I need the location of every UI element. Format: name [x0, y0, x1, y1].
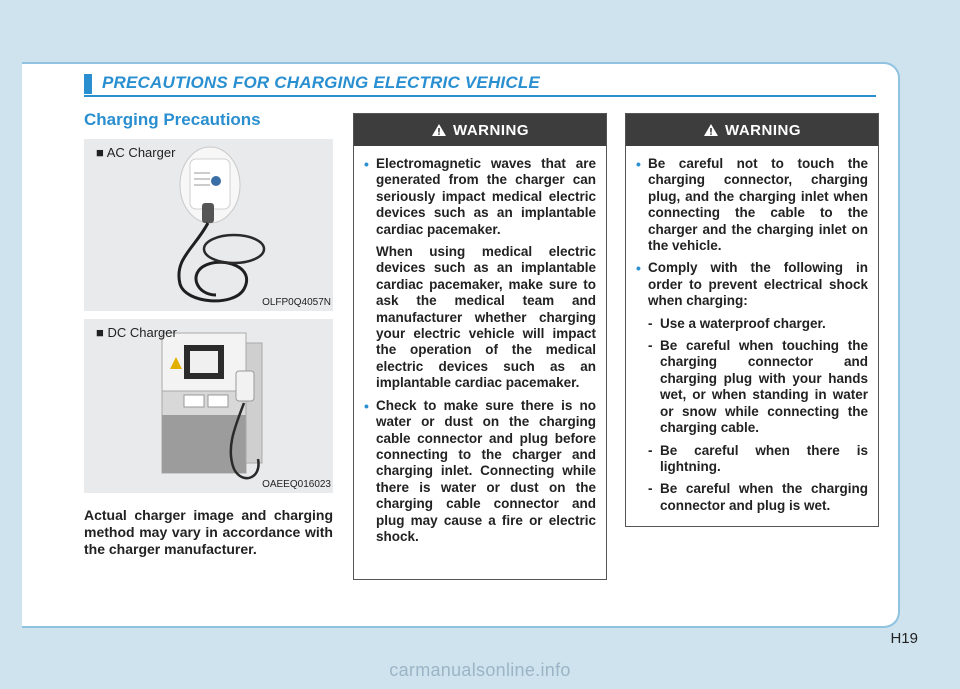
dash-marker: -: [648, 442, 653, 458]
list-item: [364, 156, 596, 238]
list-item-continuation: When using medical electric devices such as an implantable cardiac pacemaker, make sure to ask the medical team and manufacturer whether charging your electric vehicle will impact the operation of the medical electric devices such as an implantable cardiac pacemaker.: [376, 244, 596, 391]
dc-charger-figure: [84, 319, 333, 493]
list-item-text: Electromagnetic waves that are generated from the charger can seriously impact medical electric devices such as an implantable cardiac pacemaker.: [376, 156, 596, 237]
page-title: PRECAUTIONS FOR CHARGING ELECTRIC VEHICLE: [102, 73, 540, 92]
dash-marker: -: [648, 481, 653, 497]
warning-body: [626, 146, 878, 514]
charger-caption: Actual charger image and charging method may vary in accordance with the charger manufacturer.: [84, 507, 333, 557]
ac-charger-label: [96, 145, 175, 160]
sub-list-item-text: Be careful when the charging connector and plug is wet.: [660, 481, 868, 513]
section-heading: Charging Precautions: [84, 110, 261, 129]
list-item: [636, 156, 868, 254]
warning-header: [354, 114, 606, 146]
title-accent-bar: [84, 74, 92, 94]
bullet-dot-icon: •: [636, 260, 641, 277]
dc-charger-label-text: DC Charger: [107, 325, 177, 340]
sub-list-item: [636, 316, 868, 332]
warning-box-2: [625, 113, 879, 527]
warning-triangle-icon: [703, 123, 719, 137]
warning-title: WARNING: [725, 121, 801, 139]
dc-charger-label: [96, 325, 177, 340]
ac-charger-image-code: OLFP0Q4057N: [262, 297, 331, 308]
bullet-dot-icon: •: [364, 156, 369, 172]
dash-marker: -: [648, 338, 653, 354]
ac-charger-label-text: AC Charger: [106, 145, 176, 160]
bullet-dot-icon: •: [636, 156, 641, 172]
dc-charger-image-code: OAEEQ016023: [262, 479, 331, 490]
warning-title: WARNING: [453, 121, 529, 139]
square-bullet-icon: ■: [96, 325, 104, 340]
sub-list-item-text: Use a waterproof charger.: [660, 315, 826, 331]
page-number: H19: [890, 630, 918, 647]
sub-list-item: [636, 481, 868, 514]
list-item: [636, 260, 868, 309]
sub-list-item-text: Be careful when there is lightning.: [660, 442, 868, 474]
warning-body: [354, 146, 606, 545]
dc-charger-illustration: [84, 319, 333, 493]
list-item-text: Be careful not to touch the charging connector, charging plug, and the charging inlet when connecting the cable to the charger and the charging inlet on the vehicle.: [648, 156, 868, 254]
list-item: [364, 398, 596, 546]
warning-triangle-icon: [431, 123, 447, 137]
sub-list-item: [636, 338, 868, 436]
warning-header: [626, 114, 878, 146]
dash-marker: -: [648, 315, 653, 331]
bullet-dot-icon: •: [364, 397, 369, 414]
list-item-text: Check to make sure there is no water or dust on the charging cable connector and plug before connecting to the charger and charging inlet. Connecting while there is water or dust on the charging cable connector and plug may cause a fire or electric shock.: [376, 397, 596, 544]
ac-charger-illustration: [84, 139, 333, 311]
sub-list-item-text: Be careful when touching the charging connector and charging plug with your hands wet, or when standing in water or snow while connecting the charging cable.: [660, 338, 868, 436]
sub-list-item: [636, 443, 868, 476]
title-underline: [84, 95, 876, 97]
square-bullet-icon: ■: [96, 145, 104, 160]
warning-box-1: [353, 113, 607, 580]
ac-charger-figure: [84, 139, 333, 311]
page-title-bar: [84, 71, 876, 97]
list-item-text: Comply with the following in order to prevent electrical shock when charging:: [648, 260, 868, 309]
watermark: carmanualsonline.info: [389, 660, 571, 680]
